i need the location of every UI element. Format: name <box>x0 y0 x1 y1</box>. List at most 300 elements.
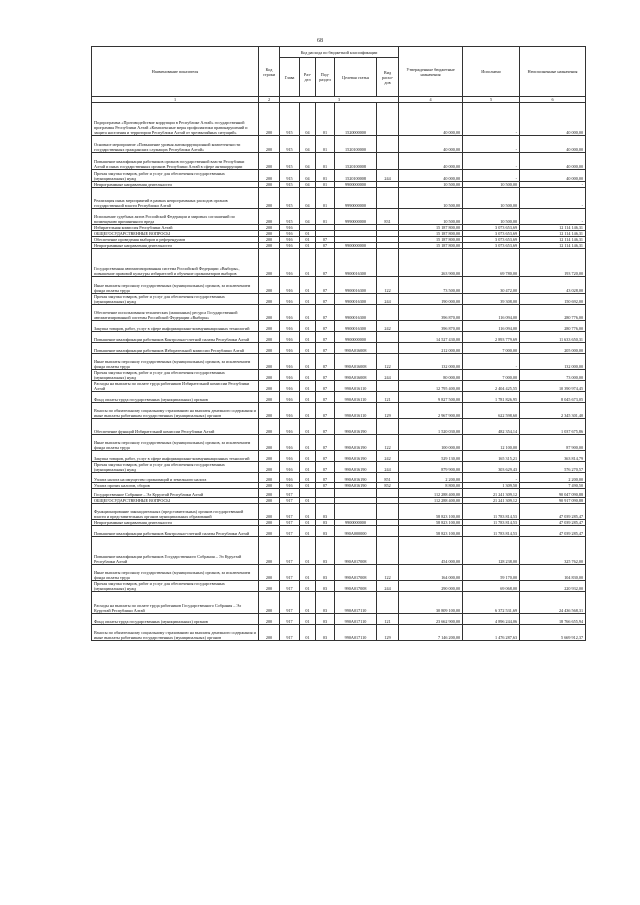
row-subsection: 07 <box>316 435 335 451</box>
row-executed: - <box>463 153 520 170</box>
row-executed: 69 780,00 <box>463 249 520 277</box>
row-code: 200 <box>259 592 280 614</box>
row-chapter: 915 <box>280 182 300 188</box>
row-expense-type: 242 <box>377 451 399 462</box>
row-expense-type: 851 <box>377 473 399 483</box>
row-executed: 116 094,00 <box>463 305 520 321</box>
row-subsection: 03 <box>316 526 335 537</box>
row-code: 200 <box>259 225 280 231</box>
row-executed: 1 309,50 <box>463 483 520 489</box>
row-name: Избирательная комиссия Республики Алтай <box>92 225 259 231</box>
row-target-item: 1520100008 <box>335 170 377 182</box>
row-approved: 30 809 100,00 <box>399 592 463 614</box>
row-unexecuted: 40 000,00 <box>520 170 586 182</box>
row-approved: 40 000,00 <box>399 136 463 153</box>
table-body <box>92 103 586 641</box>
row-subsection: 01 <box>316 153 335 170</box>
row-executed: 7 000,00 <box>463 370 520 381</box>
row-section: 01 <box>300 243 316 249</box>
row-name: ОБЩЕГОСУДАРСТВЕННЫЕ ВОПРОСЫ <box>92 231 259 237</box>
row-approved: 9 827 500,00 <box>399 392 463 403</box>
row-code: 200 <box>259 403 280 419</box>
header-budget-classification: Код расхода по бюджетной классификации <box>280 47 399 58</box>
row-unexecuted: 1 037 675,86 <box>520 419 586 435</box>
row-section: 01 <box>300 343 316 354</box>
row-unexecuted: 280 776,00 <box>520 305 586 321</box>
row-subsection: 03 <box>316 614 335 625</box>
row-chapter: 916 <box>280 294 300 305</box>
row-name: Обеспечение использования технических (машинных) ресурса Государственной автоматизированной системы Российской Федерации «Выборы» <box>92 305 259 321</box>
row-expense-type: 852 <box>377 483 399 489</box>
row-chapter: 917 <box>280 489 300 498</box>
row-approved: 263 900,00 <box>399 249 463 277</box>
row-expense-type <box>377 305 399 321</box>
row-code: 200 <box>259 188 280 209</box>
row-expense-type: 121 <box>377 614 399 625</box>
row-chapter: 915 <box>280 170 300 182</box>
row-section: 04 <box>300 182 316 188</box>
row-unexecuted: 12 114 146,31 <box>520 231 586 237</box>
header-subsection: Под-раздел <box>316 58 335 97</box>
row-expense-type <box>377 136 399 153</box>
header-row-code: Код строки <box>259 47 280 97</box>
row-chapter: 917 <box>280 625 300 641</box>
row-expense-type <box>377 592 399 614</box>
row-subsection: 01 <box>316 188 335 209</box>
row-unexecuted: 193 720,00 <box>520 249 586 277</box>
row-approved: 396 870,00 <box>399 321 463 332</box>
row-code: 200 <box>259 419 280 435</box>
row-name: Повышение квалификации работников Контрольно-счетной палаты Республики Алтай <box>92 332 259 343</box>
row-code: 200 <box>259 504 280 520</box>
row-subsection: 07 <box>316 243 335 249</box>
row-target-item: 9900016300 <box>335 294 377 305</box>
row-executed: 11 783 814,53 <box>463 504 520 520</box>
row-unexecuted: 132 000,00 <box>520 354 586 370</box>
row-executed: 2 404 425,55 <box>463 381 520 392</box>
row-name: Закупка товаров, работ, услуг в сфере информационно-коммуникационных технологий <box>92 451 259 462</box>
row-section: 04 <box>300 170 316 182</box>
row-code: 200 <box>259 581 280 592</box>
row-approved: 112 288 400,00 <box>399 489 463 498</box>
row-chapter: 916 <box>280 462 300 473</box>
row-expense-type: 242 <box>377 321 399 332</box>
row-approved: 529 130,00 <box>399 451 463 462</box>
row-code: 200 <box>259 354 280 370</box>
row-expense-type <box>377 343 399 354</box>
header-row-top <box>92 47 586 58</box>
table-row <box>92 153 586 170</box>
row-section: 01 <box>300 483 316 489</box>
row-name: Иные выплаты персоналу государственных (муниципальных) органов, за исключением фонда оплаты труда <box>92 354 259 370</box>
row-chapter: 916 <box>280 305 300 321</box>
row-code: 200 <box>259 153 280 170</box>
column-number: 4 <box>399 97 463 103</box>
row-chapter: 917 <box>280 614 300 625</box>
row-unexecuted: 10 390 974,45 <box>520 381 586 392</box>
row-subsection: 03 <box>316 537 335 565</box>
row-unexecuted: 43 028,00 <box>520 277 586 294</box>
row-executed: 11 783 814,53 <box>463 520 520 526</box>
row-target-item: 990A016008 <box>335 354 377 370</box>
row-target-item: 990A017110 <box>335 592 377 614</box>
row-executed: 59 170,00 <box>463 565 520 581</box>
row-name: Повышение квалификации работников Избирательной комиссии Республики Алтай <box>92 343 259 354</box>
row-expense-type <box>377 419 399 435</box>
row-unexecuted: 363 814,79 <box>520 451 586 462</box>
row-code: 200 <box>259 520 280 526</box>
row-executed: - <box>463 136 520 153</box>
row-expense-type: 122 <box>377 277 399 294</box>
row-approved: 58 823 100,00 <box>399 526 463 537</box>
row-name: Функционирование законодательных (представительных) органов государственной власти и представительных органов муниципальных образований <box>92 504 259 520</box>
row-unexecuted: 47 039 285,47 <box>520 504 586 520</box>
table-row <box>92 526 586 537</box>
row-expense-type: 244 <box>377 581 399 592</box>
row-target-item: 990A017110 <box>335 614 377 625</box>
table-row <box>92 537 586 565</box>
row-approved: 15 187 800,00 <box>399 225 463 231</box>
row-chapter: 916 <box>280 370 300 381</box>
row-code: 200 <box>259 451 280 462</box>
row-name: Государственное Собрание – Эл Курултай Республики Алтай <box>92 489 259 498</box>
row-expense-type: 244 <box>377 462 399 473</box>
row-approved: 396 870,00 <box>399 305 463 321</box>
table-row <box>92 136 586 153</box>
row-executed: 622 598,60 <box>463 403 520 419</box>
row-section: 01 <box>300 231 316 237</box>
row-unexecuted: - <box>520 182 586 188</box>
row-subsection: 03 <box>316 504 335 520</box>
row-expense-type <box>377 188 399 209</box>
row-target-item: 990A016110 <box>335 403 377 419</box>
table-row <box>92 103 586 136</box>
row-unexecuted: 47 039 285,47 <box>520 520 586 526</box>
row-target-item: 990A016190 <box>335 419 377 435</box>
row-executed: 3 073 653,69 <box>463 231 520 237</box>
row-section: 01 <box>300 526 316 537</box>
row-approved: 15 187 800,00 <box>399 237 463 243</box>
row-unexecuted: 40 000,00 <box>520 153 586 170</box>
row-code: 200 <box>259 435 280 451</box>
row-code: 200 <box>259 231 280 237</box>
row-approved: 40 000,00 <box>399 153 463 170</box>
row-subsection: 07 <box>316 462 335 473</box>
row-chapter: 915 <box>280 188 300 209</box>
row-name: Иные выплаты персоналу государственных (муниципальных) органов, за исключением фонда оплаты труда <box>92 435 259 451</box>
row-executed: 303 629,43 <box>463 462 520 473</box>
row-unexecuted: 11 633 650,31 <box>520 332 586 343</box>
row-approved: 10 500,00 <box>399 188 463 209</box>
row-chapter: 916 <box>280 435 300 451</box>
row-code: 200 <box>259 249 280 277</box>
row-approved: 454 000,00 <box>399 537 463 565</box>
row-unexecuted: 150 692,00 <box>520 294 586 305</box>
row-subsection <box>316 489 335 498</box>
table-row <box>92 462 586 473</box>
row-subsection: 07 <box>316 451 335 462</box>
row-code: 200 <box>259 489 280 498</box>
row-unexecuted: 205 000,00 <box>520 343 586 354</box>
table-row <box>92 592 586 614</box>
row-chapter: 915 <box>280 209 300 225</box>
table-row <box>92 403 586 419</box>
row-subsection: 07 <box>316 483 335 489</box>
row-target-item: 990A017008 <box>335 581 377 592</box>
row-subsection: 07 <box>316 294 335 305</box>
column-number: 5 <box>463 97 520 103</box>
row-expense-type <box>377 249 399 277</box>
row-subsection: 03 <box>316 565 335 581</box>
row-name: Государственная автоматизированная система Российской Федерации «Выборы», повышение правовой культуры избирателей и обучение организаторов выборов <box>92 249 259 277</box>
header-expense-type: Вид расхо-дов <box>377 58 399 97</box>
row-name: Взносы по обязательному социальному страхованию на выплаты денежного содержания и иные выплаты работникам государственных (муниципальных) органов <box>92 625 259 641</box>
row-target-item: 9900000000 <box>335 520 377 526</box>
row-chapter: 916 <box>280 332 300 343</box>
row-code: 200 <box>259 243 280 249</box>
row-target-item: 9990000000 <box>335 188 377 209</box>
row-subsection: 07 <box>316 473 335 483</box>
row-expense-type: 122 <box>377 565 399 581</box>
row-unexecuted: 47 039 285,47 <box>520 526 586 537</box>
row-target-item: 1520100000 <box>335 136 377 153</box>
row-approved: 10 500,00 <box>399 182 463 188</box>
row-subsection: 03 <box>316 520 335 526</box>
row-section: 01 <box>300 249 316 277</box>
table-row <box>92 343 586 354</box>
row-chapter: 916 <box>280 231 300 237</box>
row-name: Исполнение судебных актов Российской Федерации и мировых соглашений по возмещению причиненного вреда <box>92 209 259 225</box>
row-name: Иные выплаты персоналу государственных (муниципальных) органов, за исключением фонда оплаты труда <box>92 565 259 581</box>
row-expense-type: 244 <box>377 370 399 381</box>
row-chapter: 916 <box>280 419 300 435</box>
header-unexecuted: Неисполненные назначения <box>520 47 586 97</box>
row-unexecuted: 7 490,50 <box>520 483 586 489</box>
row-chapter: 916 <box>280 381 300 392</box>
row-executed: 3 073 653,69 <box>463 237 520 243</box>
row-code: 200 <box>259 321 280 332</box>
row-unexecuted: 2 200,00 <box>520 473 586 483</box>
row-code: 200 <box>259 136 280 153</box>
row-approved: 2 967 900,00 <box>399 403 463 419</box>
row-unexecuted: 5 669 912,37 <box>520 625 586 641</box>
row-executed: 7 000,00 <box>463 343 520 354</box>
row-section: 01 <box>300 237 316 243</box>
row-subsection: 01 <box>316 209 335 225</box>
row-name: Иные выплаты персоналу государственных (муниципальных) органов, за исключением фонда оплаты труда <box>92 277 259 294</box>
row-chapter: 916 <box>280 403 300 419</box>
row-code: 200 <box>259 170 280 182</box>
row-approved: 12 795 400,00 <box>399 381 463 392</box>
row-target-item: 990A016190 <box>335 462 377 473</box>
row-target-item: 990A016110 <box>335 392 377 403</box>
row-subsection: 07 <box>316 249 335 277</box>
table-row <box>92 188 586 209</box>
row-code: 200 <box>259 614 280 625</box>
row-unexecuted: 90 917 090,88 <box>520 498 586 504</box>
row-chapter: 917 <box>280 526 300 537</box>
row-section: 01 <box>300 294 316 305</box>
header-chapter: Глава <box>280 58 300 97</box>
row-chapter: 916 <box>280 354 300 370</box>
row-subsection: 07 <box>316 354 335 370</box>
row-name: Прочая закупка товаров, работ и услуг для обеспечения государственных (муниципальных) нужд <box>92 370 259 381</box>
row-executed: 11 783 814,53 <box>463 526 520 537</box>
row-code: 200 <box>259 625 280 641</box>
row-section: 01 <box>300 370 316 381</box>
row-executed: 39 308,00 <box>463 294 520 305</box>
row-approved: 8 800,00 <box>399 483 463 489</box>
row-unexecuted: 90 047 090,88 <box>520 489 586 498</box>
row-subsection: 07 <box>316 343 335 354</box>
row-unexecuted: 40 000,00 <box>520 103 586 136</box>
row-chapter: 917 <box>280 581 300 592</box>
row-subsection: 07 <box>316 305 335 321</box>
row-approved: 23 662 900,00 <box>399 614 463 625</box>
row-executed: 12 100,00 <box>463 435 520 451</box>
row-name: Повышение квалификации работников органов государственной власти Республики Алтай и иных государственных органов Республики Алтай в сфере антикоррупции <box>92 153 259 170</box>
row-section: 01 <box>300 277 316 294</box>
row-subsection: 07 <box>316 277 335 294</box>
row-target-item: 990A016190 <box>335 435 377 451</box>
row-name: Закупка товаров, работ, услуг в сфере информационно-коммуникационных технологий <box>92 321 259 332</box>
row-approved: 14 527 430,00 <box>399 332 463 343</box>
row-unexecuted: 24 436 568,31 <box>520 592 586 614</box>
row-section: 01 <box>300 419 316 435</box>
row-code: 200 <box>259 526 280 537</box>
row-expense-type <box>377 103 399 136</box>
row-chapter: 916 <box>280 483 300 489</box>
table-row <box>92 170 586 182</box>
row-approved: 2 200,00 <box>399 473 463 483</box>
row-chapter: 916 <box>280 243 300 249</box>
row-approved: 58 823 100,00 <box>399 520 463 526</box>
row-section: 01 <box>300 504 316 520</box>
row-executed: 3 073 653,69 <box>463 243 520 249</box>
row-name: Взносы по обязательному социальному страхованию на выплаты денежного содержания и иные выплаты работникам государственных (муниципальных) органов <box>92 403 259 419</box>
row-subsection: 07 <box>316 321 335 332</box>
table-row <box>92 581 586 592</box>
row-chapter: 916 <box>280 237 300 243</box>
row-section: 01 <box>300 625 316 641</box>
row-target-item: 990A016190 <box>335 483 377 489</box>
row-section: 01 <box>300 332 316 343</box>
row-expense-type: 129 <box>377 403 399 419</box>
row-expense-type: 831 <box>377 209 399 225</box>
row-name: Уплата налога на имущество организаций и земельного налога <box>92 473 259 483</box>
row-code: 200 <box>259 182 280 188</box>
row-name: Расходы на выплаты по оплате труда работников Избирательной комиссии Республики Алтай <box>92 381 259 392</box>
row-chapter: 916 <box>280 225 300 231</box>
row-unexecuted: 12 114 146,31 <box>520 243 586 249</box>
row-expense-type: 244 <box>377 294 399 305</box>
row-executed: 69 068,00 <box>463 581 520 592</box>
row-executed: 1 476 287,63 <box>463 625 520 641</box>
row-executed: - <box>463 170 520 182</box>
row-section: 04 <box>300 153 316 170</box>
row-code: 200 <box>259 370 280 381</box>
row-name: Уплата прочих налогов, сборов <box>92 483 259 489</box>
row-approved: 73 500,00 <box>399 277 463 294</box>
row-chapter: 916 <box>280 343 300 354</box>
row-executed: 4 896 244,06 <box>463 614 520 625</box>
row-subsection: 01 <box>316 103 335 136</box>
row-approved: 190 000,00 <box>399 294 463 305</box>
row-unexecuted: 280 776,00 <box>520 321 586 332</box>
table-row <box>92 277 586 294</box>
row-unexecuted: 325 762,00 <box>520 537 586 565</box>
row-unexecuted: 87 900,00 <box>520 435 586 451</box>
row-section: 04 <box>300 103 316 136</box>
row-code: 200 <box>259 473 280 483</box>
row-expense-type <box>377 153 399 170</box>
row-approved: 40 000,00 <box>399 170 463 182</box>
row-unexecuted: - <box>520 188 586 209</box>
table-row <box>92 321 586 332</box>
row-expense-type <box>377 332 399 343</box>
row-name: Прочая закупка товаров, работ и услуг для обеспечения государственных (муниципальных) нужд <box>92 581 259 592</box>
row-approved: 100 000,00 <box>399 435 463 451</box>
row-unexecuted: - <box>520 209 586 225</box>
table-row <box>92 473 586 483</box>
row-unexecuted: 73 000,00 <box>520 370 586 381</box>
row-subsection: 01 <box>316 182 335 188</box>
row-subsection: 01 <box>316 136 335 153</box>
row-section: 04 <box>300 188 316 209</box>
row-approved: 112 288 400,00 <box>399 498 463 504</box>
row-approved: 80 000,00 <box>399 370 463 381</box>
table-row <box>92 565 586 581</box>
row-approved: 290 000,00 <box>399 581 463 592</box>
table-row <box>92 294 586 305</box>
row-section <box>300 489 316 498</box>
row-subsection: 07 <box>316 370 335 381</box>
row-target-item: 990A016008 <box>335 370 377 381</box>
row-section: 01 <box>300 565 316 581</box>
row-expense-type: 122 <box>377 435 399 451</box>
table-row <box>92 209 586 225</box>
row-unexecuted: 2 345 301,40 <box>520 403 586 419</box>
row-target-item: 9900016300 <box>335 249 377 277</box>
row-subsection: 01 <box>316 170 335 182</box>
row-target-item: 9900000000 <box>335 332 377 343</box>
row-chapter: 916 <box>280 392 300 403</box>
row-executed: 116 094,00 <box>463 321 520 332</box>
row-name: ОБЩЕГОСУДАРСТВЕННЫЕ ВОПРОСЫ <box>92 498 259 504</box>
row-chapter: 917 <box>280 537 300 565</box>
row-target-item: 990A016008 <box>335 343 377 354</box>
row-subsection: 07 <box>316 381 335 392</box>
row-chapter: 916 <box>280 451 300 462</box>
row-code: 200 <box>259 209 280 225</box>
row-section: 01 <box>300 473 316 483</box>
row-target-item: 990A017008 <box>335 537 377 565</box>
row-name: Повышение квалификации работников Государственного Собрания – Эл Курултай Республики Алтай <box>92 537 259 565</box>
row-expense-type: 129 <box>377 625 399 641</box>
row-name: Фонд оплаты труда государственных (муниципальных) органов <box>92 392 259 403</box>
row-target-item: 990A000000 <box>335 526 377 537</box>
row-expense-type <box>377 526 399 537</box>
row-name: Фонд оплаты труда государственных (муниципальных) органов <box>92 614 259 625</box>
row-approved: 164 000,00 <box>399 565 463 581</box>
row-section: 04 <box>300 136 316 153</box>
row-chapter: 915 <box>280 103 300 136</box>
table-row <box>92 614 586 625</box>
row-name: Обеспечение функций Избирательной комиссии Республики Алтай <box>92 419 259 435</box>
row-code: 200 <box>259 237 280 243</box>
row-executed: 21 241 309,12 <box>463 498 520 504</box>
row-section: 01 <box>300 305 316 321</box>
